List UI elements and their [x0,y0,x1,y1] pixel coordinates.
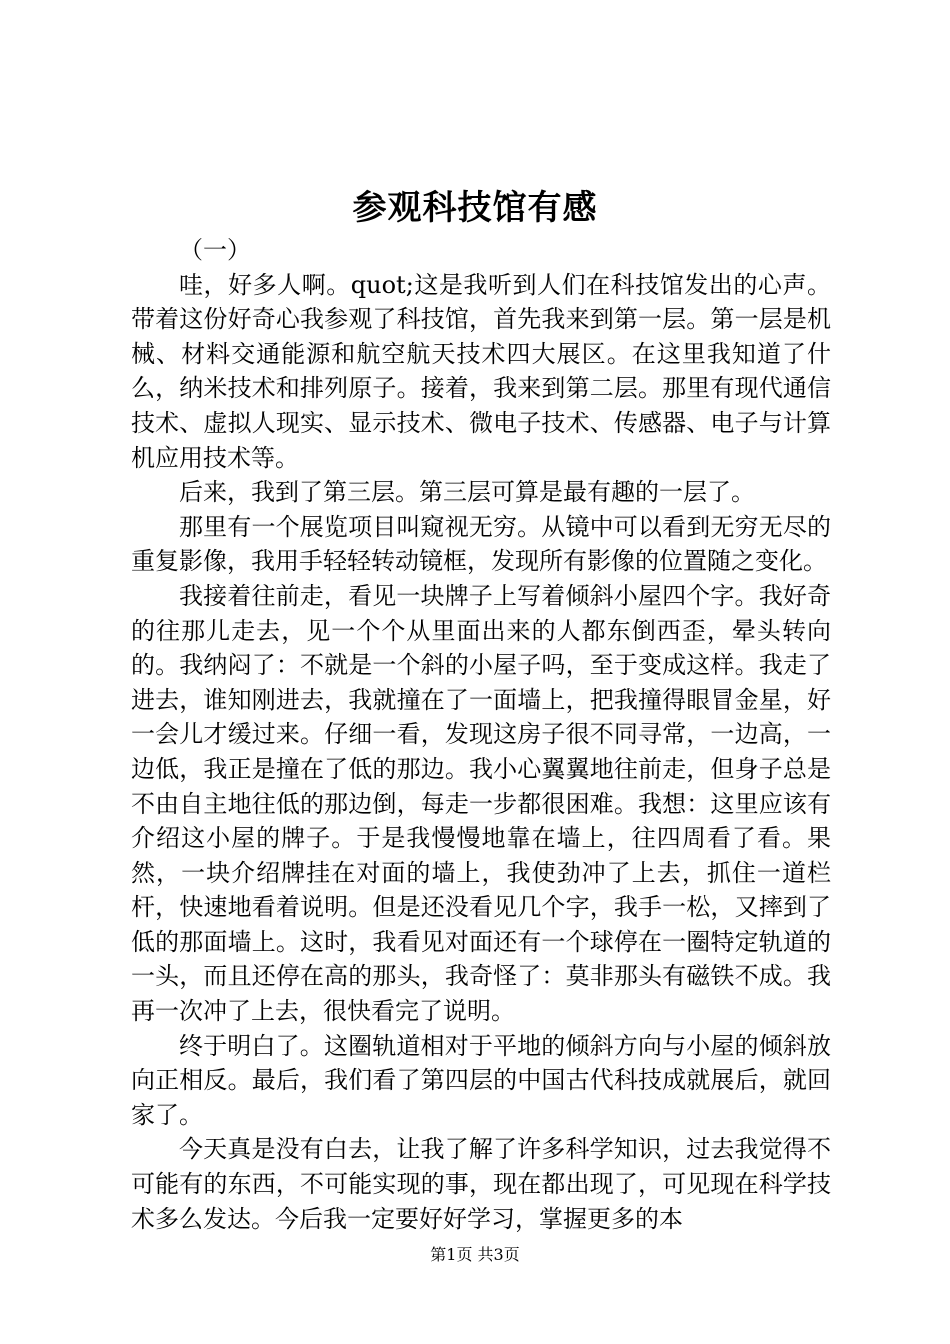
document-body [131,233,831,1236]
section-label: （一） [179,236,251,264]
paragraph-1: 哇，好多人啊。quot;这是我听到人们在科技馆发出的心声。带着这份好奇心我参观了科技馆，首先我来到第一层。第一层是机械、材料交通能源和航空航天技术四大展区。在这里我知道了什么，纳米技术和排列原子。接着，我来到第二层。那里有现代通信技术、虚拟人现实、显示技术、微电子技术、传感器、电子与计算机应用技术等。 [131,270,831,472]
paragraph-5: 终于明白了。这圈轨道相对于平地的倾斜方向与小屋的倾斜放向正相反。最后，我们看了第四层的中国古代科技成就展后，就回家了。 [131,1031,831,1129]
paragraph-2: 后来，我到了第三层。第三层可算是最有趣的一层了。 [179,478,755,507]
document-title: 参观科技馆有感 [352,188,598,228]
paragraph-4: 我接着往前走，看见一块牌子上写着倾斜小屋四个字。我好奇的往那儿走去，见一个个从里面出来的人都东倒西歪，晕头转向的。我纳闷了：不就是一个斜的小屋子吗，至于变成这样。我走了进去，谁知刚进去，我就撞在了一面墙上，把我撞得眼冒金星，好一会儿才缓过来。仔细一看，发现这房子很不同寻常，一边高，一边低，我正是撞在了低的那边。我小心翼翼地往前走，但身子总是不由自主地往低的那边倒，每走一步都很困难。我想：这里应该有介绍这小屋的牌子。于是我慢慢地靠在墙上，往四周看了看。果然，一块介绍牌挂在对面的墙上，我使劲冲了上去，抓住一道栏杆，快速地看着说明。但是还没看见几个字，我手一松，又摔到了低的那面墙上。这时，我看见对面还有一个球停在一圈特定轨道的一头，而且还停在高的那头，我奇怪了：莫非那头有磁铁不成。我再一次冲了上去，很快看完了说明。 [131,581,831,1026]
paragraph-3: 那里有一个展览项目叫窥视无穷。从镜中可以看到无穷无尽的重复影像，我用手轻轻转动镜框，发现所有影像的位置随之变化。 [131,512,831,576]
page-footer: 第1页 共3页 [430,1245,520,1264]
paragraph-6: 今天真是没有白去，让我了解了许多科学知识，过去我觉得不可能有的东西，不可能实现的事，现在都出现了，可见现在科学技术多么发达。今后我一定要好好学习，掌握更多的本 [131,1135,831,1233]
